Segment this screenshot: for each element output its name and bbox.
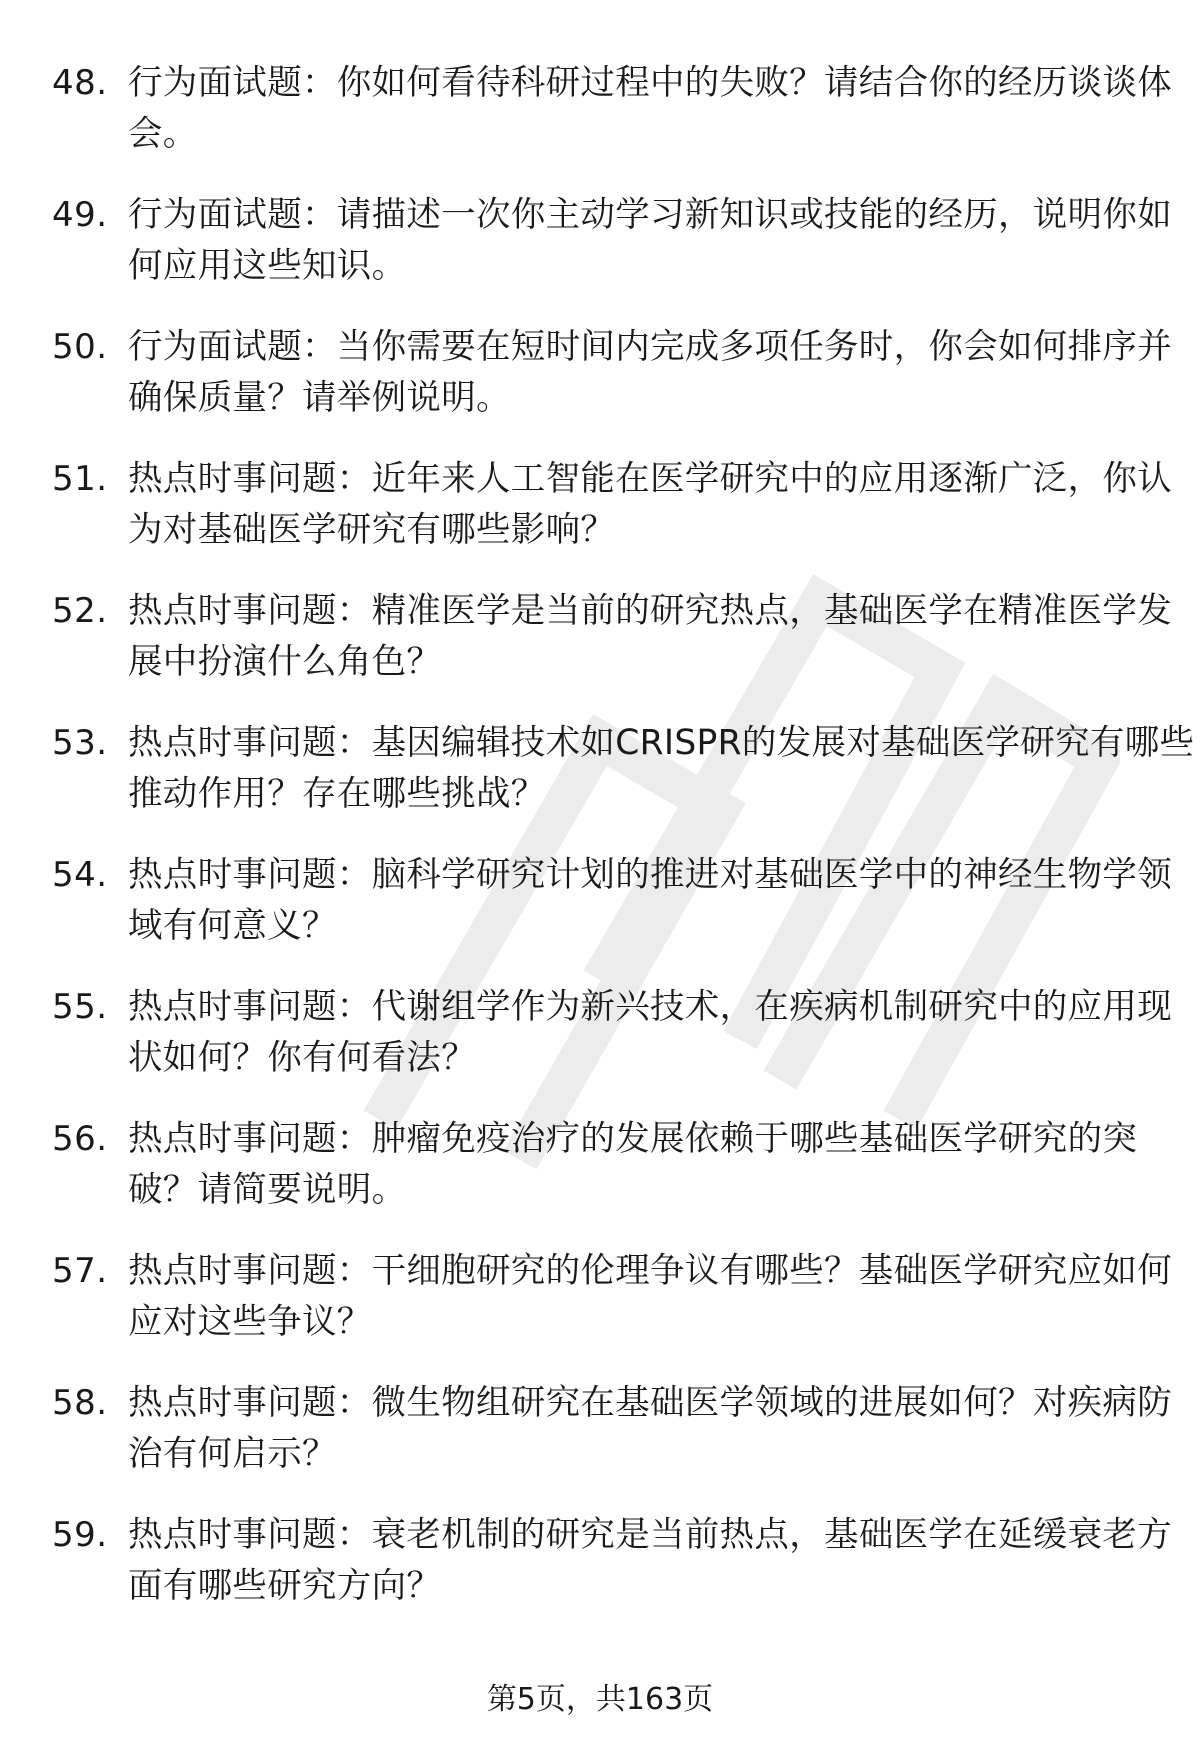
question-item <box>52 1510 1172 1620</box>
page-footer <box>0 1678 1200 1722</box>
question-item <box>52 1378 1172 1488</box>
question-text: 热点时事问题：干细胞研究的伦理争议有哪些？基础医学研究应如何应对这些争议？ <box>128 1251 1172 1342</box>
question-number: 57. <box>52 1251 108 1291</box>
question-item <box>52 850 1172 960</box>
question-text: 行为面试题：请描述一次你主动学习新知识或技能的经历，说明你如何应用这些知识。 <box>128 195 1172 286</box>
question-text: 热点时事问题：微生物组研究在基础医学领域的进展如何？对疾病防治有何启示？ <box>128 1383 1172 1474</box>
question-text: 热点时事问题：近年来人工智能在医学研究中的应用逐渐广泛，你认为对基础医学研究有哪些影响？ <box>128 459 1172 550</box>
question-text: 热点时事问题：精准医学是当前的研究热点，基础医学在精准医学发展中扮演什么角色？ <box>128 591 1172 682</box>
question-text: 热点时事问题：代谢组学作为新兴技术，在疾病机制研究中的应用现状如何？你有何看法？ <box>128 987 1172 1078</box>
page-number-label: 第5页，共163页 <box>486 1682 714 1717</box>
question-number: 53. <box>52 723 108 763</box>
question-text: 热点时事问题：脑科学研究计划的推进对基础医学中的神经生物学领域有何意义？ <box>128 855 1172 946</box>
question-item <box>52 58 1172 168</box>
question-list <box>52 58 1195 1642</box>
question-item <box>52 982 1172 1092</box>
question-item <box>52 718 1195 828</box>
question-item <box>52 190 1172 300</box>
question-text: 热点时事问题：基因编辑技术如CRISPR的发展对基础医学研究有哪些推动作用？存在哪些挑战？ <box>128 723 1195 814</box>
question-number: 55. <box>52 987 108 1027</box>
question-number: 50. <box>52 327 108 367</box>
question-number: 56. <box>52 1119 108 1159</box>
question-item <box>52 1114 1162 1224</box>
question-text: 行为面试题：当你需要在短时间内完成多项任务时，你会如何排序并确保质量？请举例说明。 <box>128 327 1172 418</box>
question-number: 54. <box>52 855 108 895</box>
question-number: 58. <box>52 1383 108 1423</box>
question-number: 51. <box>52 459 108 499</box>
question-item <box>52 586 1172 696</box>
question-text: 热点时事问题：肿瘤免疫治疗的发展依赖于哪些基础医学研究的突破？请简要说明。 <box>128 1119 1138 1210</box>
question-number: 59. <box>52 1515 108 1555</box>
question-text: 行为面试题：你如何看待科研过程中的失败？请结合你的经历谈谈体会。 <box>128 63 1172 154</box>
question-number: 52. <box>52 591 108 631</box>
question-number: 48. <box>52 63 108 103</box>
question-item <box>52 454 1172 564</box>
question-item <box>52 322 1172 432</box>
question-text: 热点时事问题：衰老机制的研究是当前热点，基础医学在延缓衰老方面有哪些研究方向？ <box>128 1515 1172 1606</box>
question-number: 49. <box>52 195 108 235</box>
question-item <box>52 1246 1172 1356</box>
